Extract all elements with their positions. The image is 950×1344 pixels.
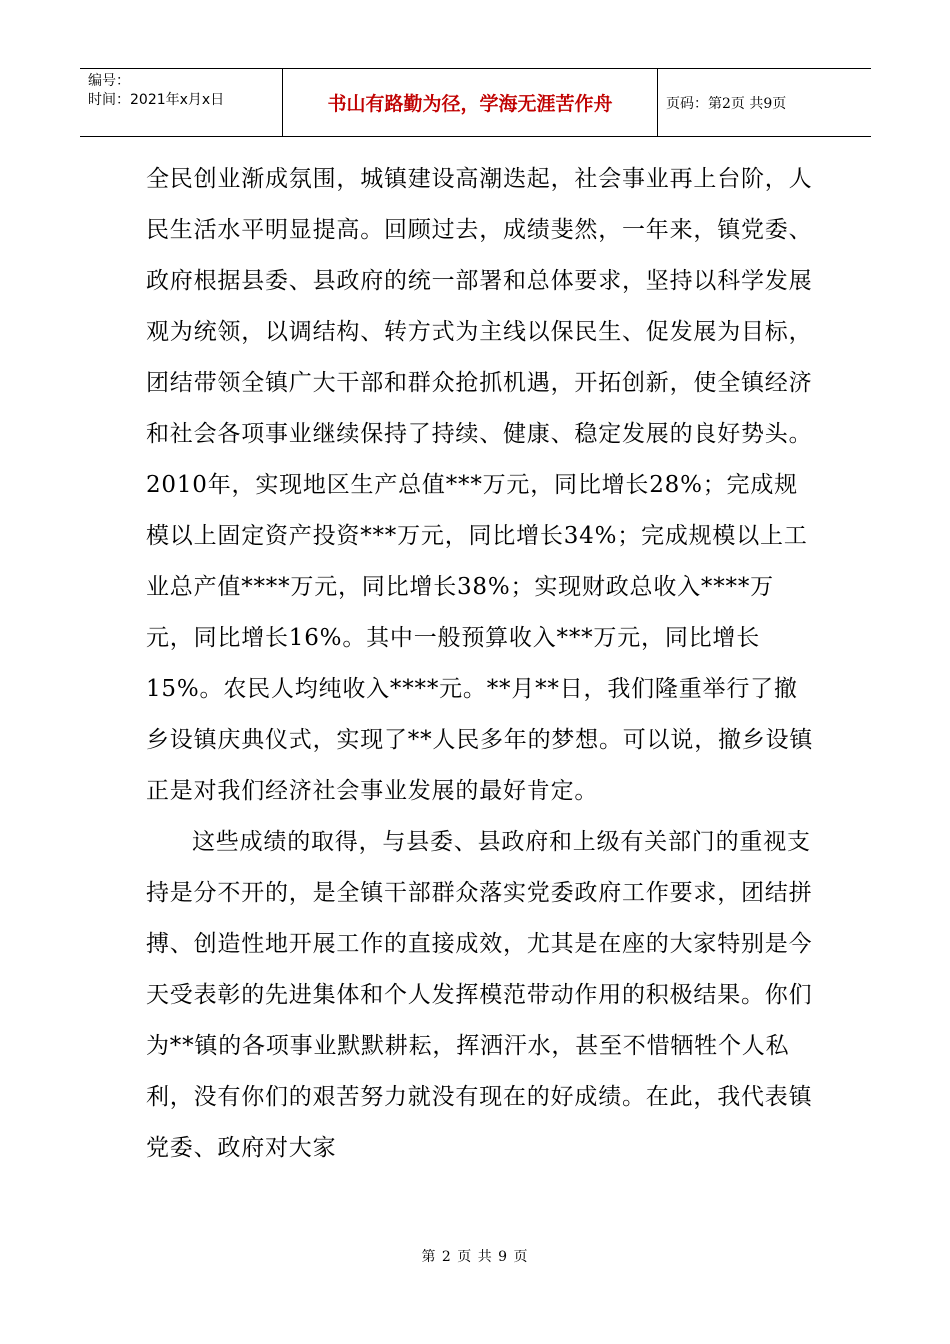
time-label: 时间：2021年x月x日 bbox=[88, 92, 225, 108]
paragraph-2: 这些成绩的取得，与县委、县政府和上级有关部门的重视支持是分不开的，是全镇干部群众落实党委政府工作要求，团结拼搏、创造性地开展工作的直接成效，尤其是在座的大家特别是今天受表彰的先进集体和个人发挥模范带动作用的积极结果。你们为**镇的各项事业默默耕耘，挥洒汗水，甚至不惜牺牲个人私利，没有你们的艰苦努力就没有现在的好成绩。在此，我代表镇党委、政府对大家 bbox=[146, 829, 813, 1161]
page-cell bbox=[658, 69, 871, 136]
motto-text: 书山有路勤为径，学海无涯苦作舟 bbox=[327, 93, 613, 115]
motto-cell bbox=[283, 69, 658, 136]
page-footer: 第 2 页 共 9 页 bbox=[421, 1249, 529, 1265]
number-label: 编号： bbox=[88, 73, 130, 89]
header-meta-cell bbox=[80, 69, 283, 136]
page-label: 页码：第2页 共9页 bbox=[666, 95, 787, 112]
document-body bbox=[146, 154, 818, 1174]
paragraph-1: 全民创业渐成氛围，城镇建设高潮迭起，社会事业再上台阶，人民生活水平明显提高。回顾过去，成绩斐然，一年来，镇党委、政府根据县委、县政府的统一部署和总体要求，坚持以科学发展观为统领，以调结构、转方式为主线以保民生、促发展为目标，团结带领全镇广大干部和群众抢抓机遇，开拓创新，使全镇经济和社会各项事业继续保持了持续、健康、稳定发展的良好势头。2010年，实现地区生产总值***万元，同比增长28%；完成规模以上固定资产投资***万元，同比增长34%；完成规模以上工业总产值****万元，同比增长38%；实现财政总收入****万元，同比增长16%。其中一般预算收入***万元，同比增长15%。农民人均纯收入****元。**月**日，我们隆重举行了撤乡设镇庆典仪式，实现了**人民多年的梦想。可以说，撤乡设镇正是对我们经济社会事业发展的最好肯定。 bbox=[146, 166, 814, 804]
header-table bbox=[80, 68, 871, 137]
